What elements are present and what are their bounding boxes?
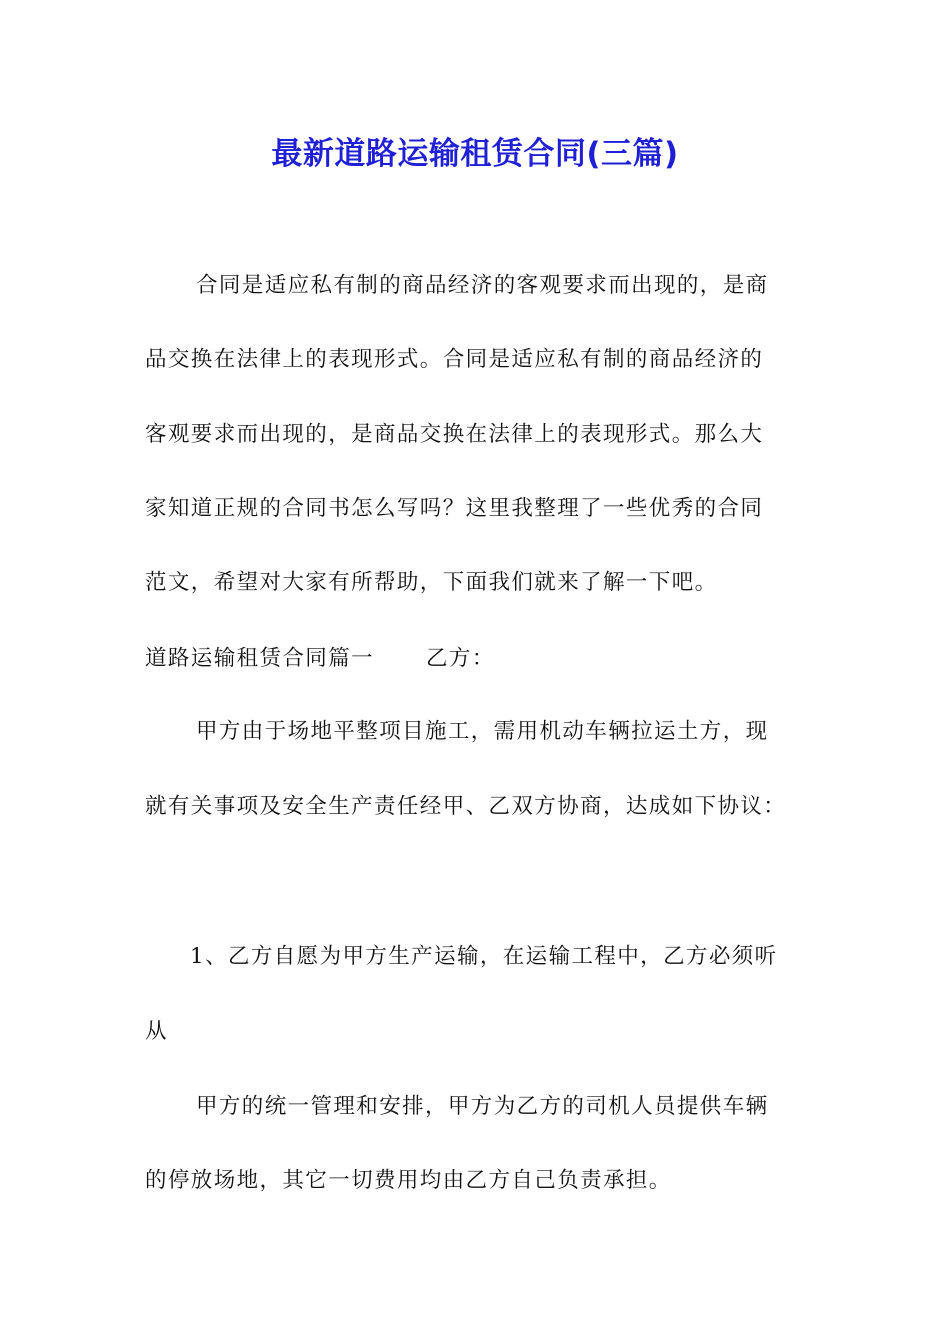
section-heading: 道路运输租赁合同篇一	[145, 646, 375, 671]
para2-line-1: 甲方的统一管理和安排，甲方为乙方的司机人员提供车辆	[196, 1094, 769, 1119]
intro-line-1: 合同是适应私有制的商品经济的客观要求而出现的，是商	[196, 273, 769, 298]
intro-line-3: 客观要求而出现的，是商品交换在法律上的表现形式。那么大	[145, 422, 764, 447]
intro-line-4: 家知道正规的合同书怎么写吗？这里我整理了一些优秀的合同	[145, 496, 764, 521]
party-b-label: 乙方：	[426, 646, 495, 671]
clause1-line-2: 从	[145, 1019, 168, 1044]
para1-line-2: 就有关事项及安全生产责任经甲、乙双方协商，达成如下协议：	[145, 794, 787, 819]
intro-line-2: 品交换在法律上的表现形式。合同是适应私有制的商品经济的	[145, 347, 764, 372]
intro-line-5: 范文，希望对大家有所帮助，下面我们就来了解一下吧。	[145, 570, 718, 595]
para2-line-2: 的停放场地，其它一切费用均由乙方自己负责承担。	[145, 1168, 672, 1193]
section-heading-row	[145, 643, 495, 675]
clause1-line-1: 1、乙方自愿为甲方生产运输，在运输工程中，乙方必须听	[190, 944, 778, 969]
para1-line-1: 甲方由于场地平整项目施工，需用机动车辆拉运土方，现	[196, 719, 769, 744]
document-title: 最新道路运输租赁合同(三篇)	[271, 136, 679, 172]
